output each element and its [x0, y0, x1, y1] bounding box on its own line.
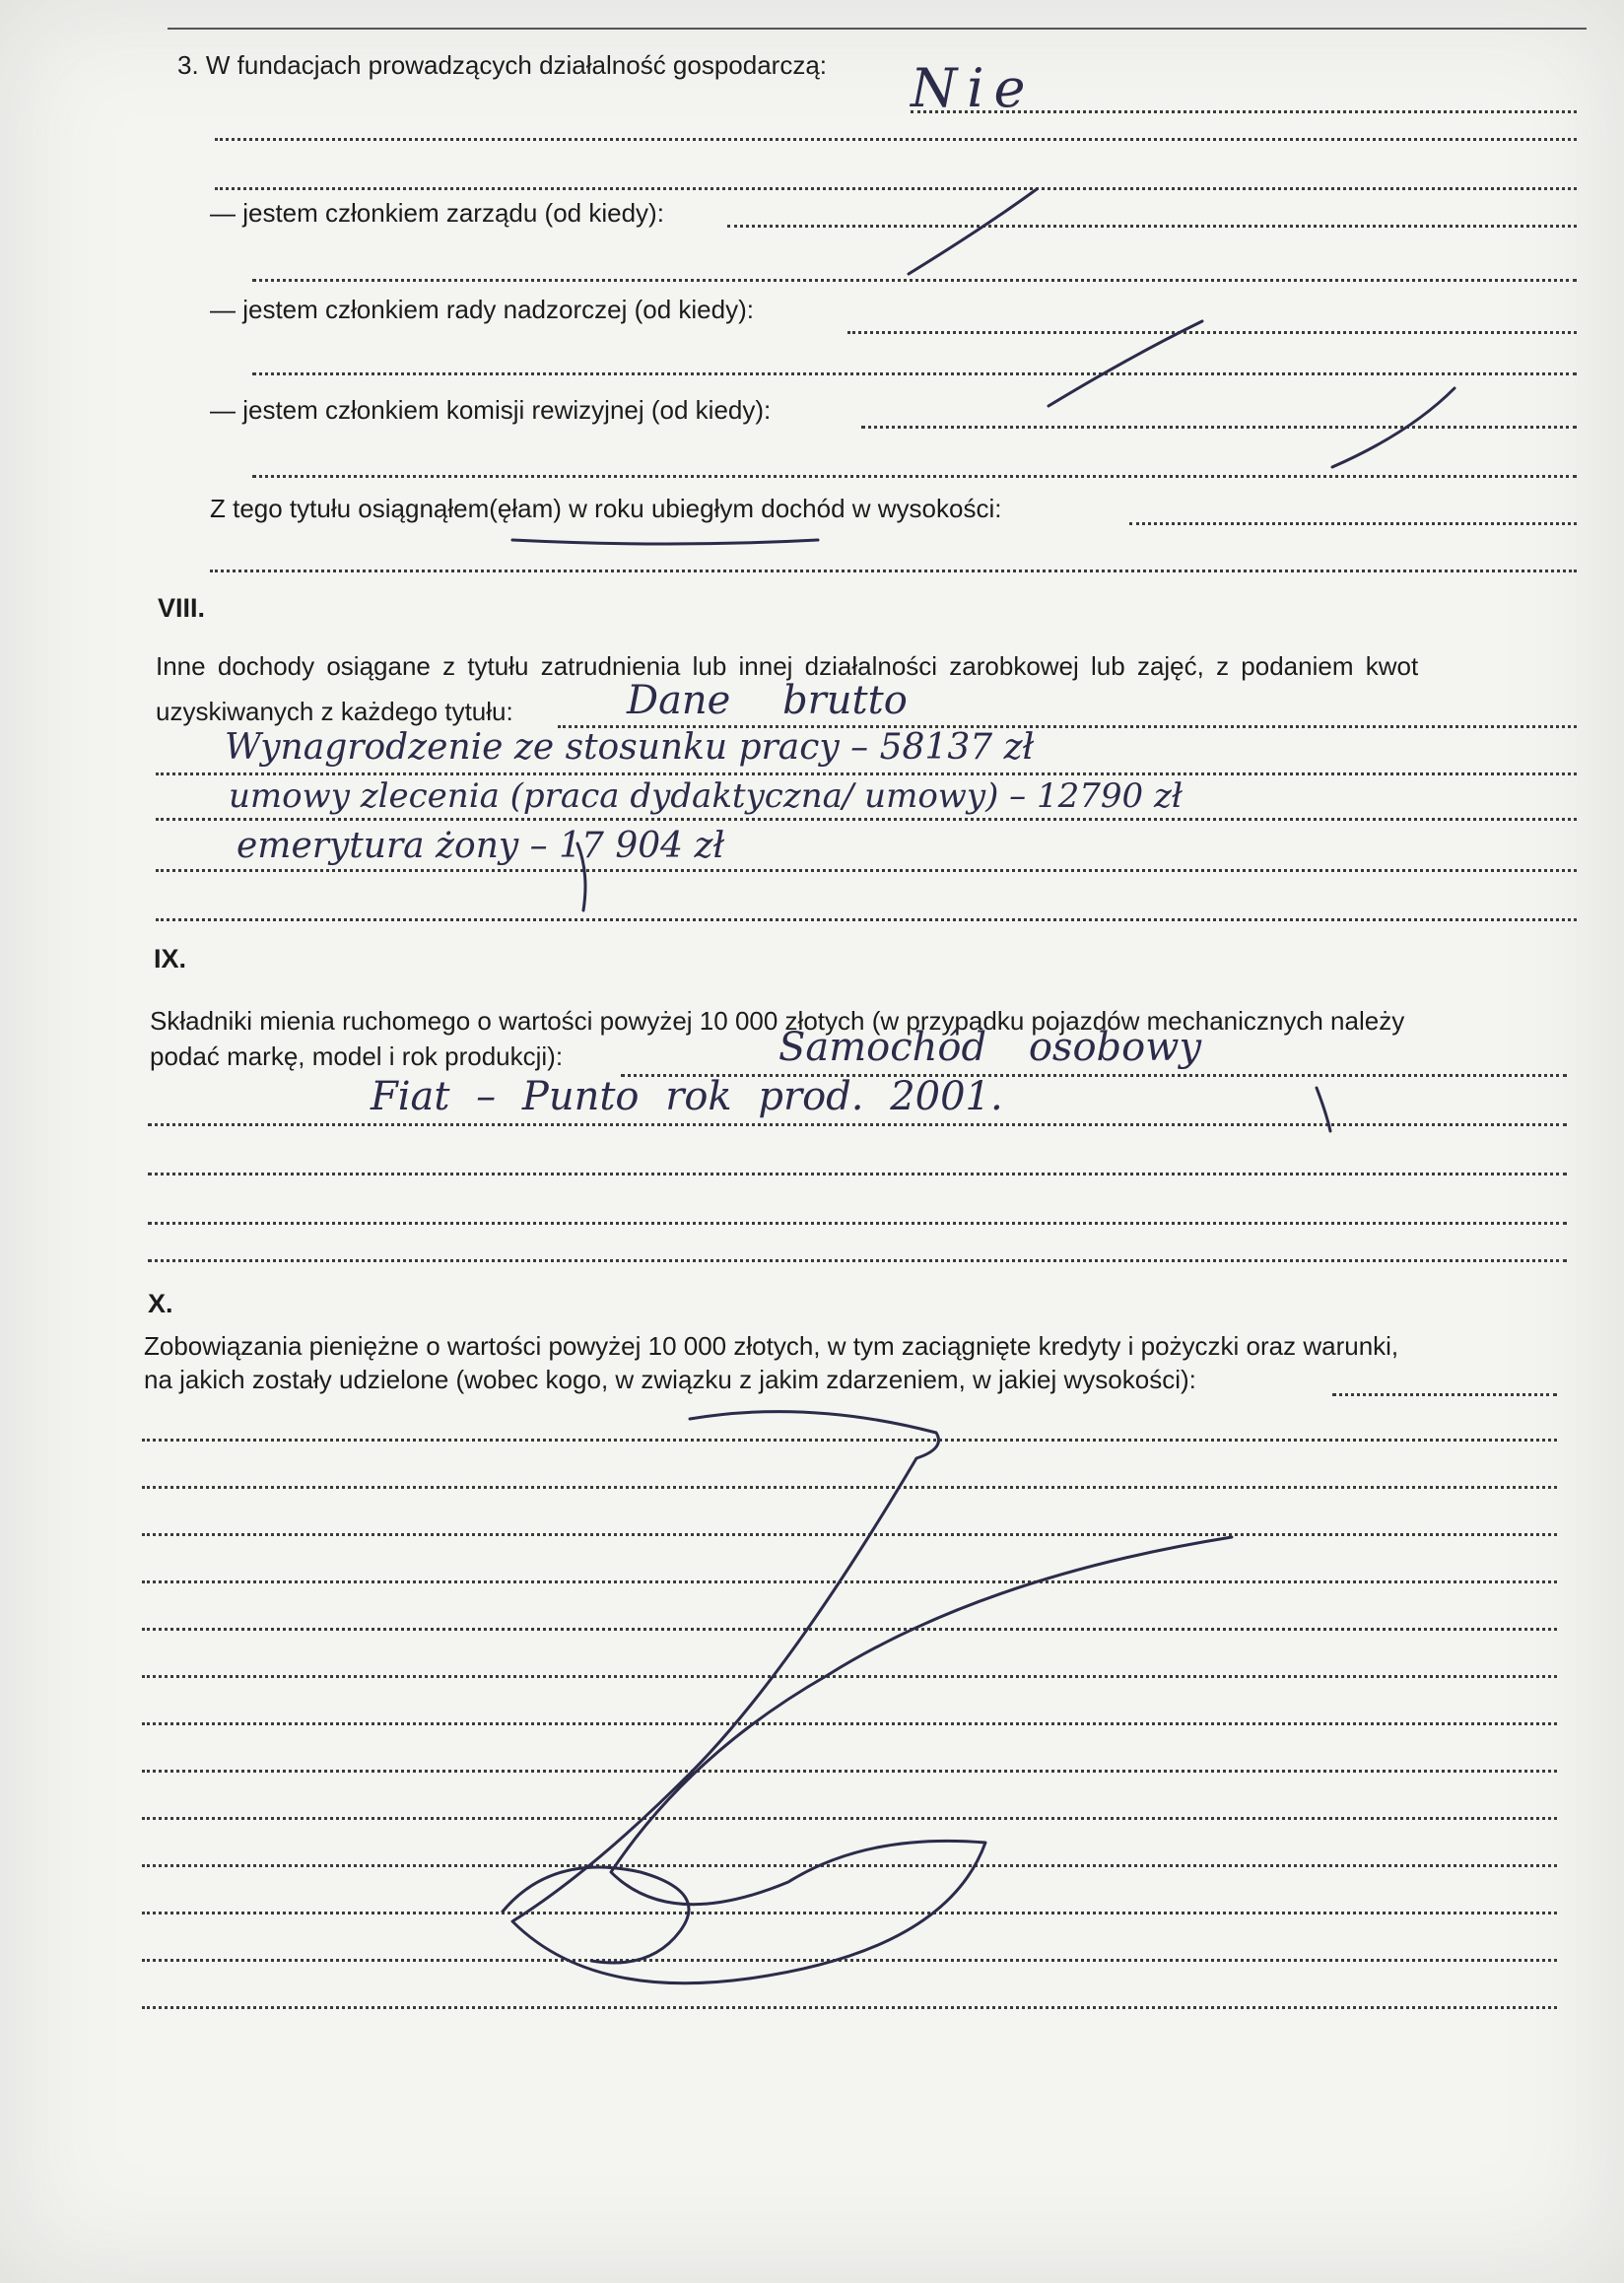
viii-handwritten-line4: emerytura żony – 17 904 zł [237, 826, 725, 866]
section-x-line-5 [142, 1580, 1557, 1583]
audit-committee-label: — jestem członkiem komisji rewizyjnej (od kiedy): [210, 395, 772, 425]
section-viii-line-4 [156, 869, 1577, 872]
section-x-loop [503, 1867, 689, 1963]
section-x-line-8 [142, 1722, 1557, 1725]
section-viii-line-3 [156, 818, 1577, 821]
section-viii-line-2 [156, 772, 1577, 775]
section-x-line-11 [142, 1864, 1557, 1867]
board-member-line-2 [252, 279, 1577, 282]
q3-answer-line-2 [215, 138, 1577, 141]
q3-answer-line-3 [215, 187, 1577, 190]
ix-handwritten-line1: Samochód osobowy [778, 1025, 1202, 1070]
section-ix-text-line1: Składniki mienia ruchomego o wartości powyżej 10 000 złotych (w przypadku pojazdów mechanicznych należy [150, 1006, 1405, 1036]
supervisory-board-line [847, 331, 1577, 334]
board-member-strike [909, 189, 1037, 274]
income-amount-label: Z tego tytułu osiągnąłem(ęłam) w roku ubiegłym dochód w wysokości: [210, 494, 1002, 523]
viii-handwritten-line1: Dane brutto [627, 678, 908, 723]
section-viii-line-5 [156, 918, 1577, 921]
supervisory-board-line-2 [252, 372, 1577, 375]
section-x-z-strike [512, 1412, 1232, 1983]
income-underline [512, 540, 818, 544]
board-member-line [727, 225, 1577, 228]
section-viii-heading: VIII. [158, 593, 206, 623]
board-member-label: — jestem członkiem zarządu (od kiedy): [210, 198, 664, 228]
section-ix-text-line2: podać markę, model i rok produkcji): [150, 1041, 564, 1071]
section-x-line-3 [142, 1486, 1557, 1489]
section-x-line-9 [142, 1770, 1557, 1773]
section-ix-line-3 [148, 1173, 1567, 1175]
section-x-heading: X. [148, 1289, 173, 1318]
viii-handwritten-line2: Wynagrodzenie ze stosunku pracy – 58137 zł [225, 727, 1035, 768]
section-x-line-1 [1332, 1393, 1557, 1396]
section-viii-text-line2: uzyskiwanych z każdego tytułu: [156, 697, 513, 726]
q3-answer-line [911, 110, 1577, 113]
income-amount-line [1129, 522, 1577, 525]
section-x-text-line2: na jakich zostały udzielone (wobec kogo, w związku z jakim zdarzeniem, w jakiej wysokości): [144, 1365, 1196, 1394]
section-x-line-6 [142, 1628, 1557, 1631]
section-x-line-13 [142, 1959, 1557, 1962]
top-rule [168, 28, 1587, 30]
section-ix-line-5 [148, 1259, 1567, 1262]
section-x-line-14 [142, 2006, 1557, 2009]
section-x-line-4 [142, 1533, 1557, 1536]
section-x-line-12 [142, 1912, 1557, 1914]
section-x-line-2 [142, 1439, 1557, 1442]
section-x-line-7 [142, 1675, 1557, 1678]
section-x-line-10 [142, 1817, 1557, 1820]
viii-handwritten-line3: umowy zlecenia (praca dydaktyczna/ umowy) – 12790 zł [229, 776, 1183, 816]
section-ix-line-4 [148, 1222, 1567, 1225]
audit-committee-line [861, 426, 1577, 429]
section-x-text-line1: Zobowiązania pieniężne o wartości powyżej 10 000 złotych, w tym zaciągnięte kredyty i pożyczki oraz warunki, [144, 1331, 1399, 1361]
q3-handwritten-answer: Nie [911, 57, 1036, 119]
income-amount-line-2 [210, 570, 1577, 572]
q3-label: 3. W fundacjach prowadzących działalność gospodarczą: [177, 50, 828, 80]
section-viii-text-line1: Inne dochody osiągane z tytułu zatrudnienia lub innej działalności zarobkowej lub zajęć, z podaniem kwot [156, 651, 1419, 681]
ix-handwritten-line2: Fiat – Punto rok prod. 2001. [371, 1074, 1003, 1119]
supervisory-board-label: — jestem członkiem rady nadzorczej (od kiedy): [210, 295, 754, 324]
section-ix-line-2 [148, 1123, 1567, 1126]
section-ix-heading: IX. [154, 944, 187, 974]
audit-committee-line-2 [252, 475, 1577, 478]
